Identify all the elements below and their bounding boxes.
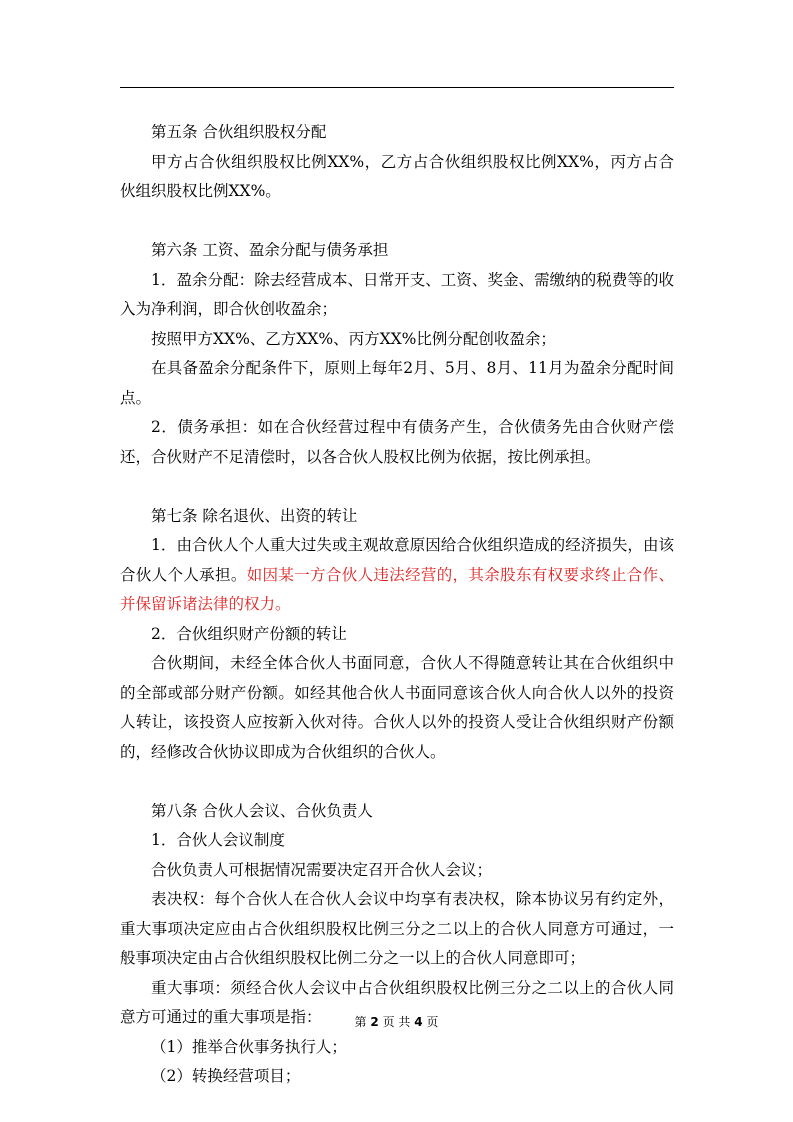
page-footer (0, 1014, 793, 1030)
paragraph-gap (120, 207, 674, 237)
article6-paragraph-1: 1．盈余分配：除去经营成本、日常开支、工资、奖金、需缴纳的税费等的收入为净利润，即合伙创收盈余； (120, 270, 674, 318)
header-rule (120, 87, 674, 88)
article8-paragraph-5: （1）推举合伙事务执行人； (151, 1037, 347, 1056)
footer-current-page: 2 (370, 1015, 379, 1029)
article8-paragraph-6: （2）转换经营项目； (151, 1067, 301, 1085)
article5-heading: 第五条 合伙组织股权分配 (151, 123, 327, 141)
paragraph-gap (120, 767, 674, 797)
article7-paragraph-2: 2．合伙组织财产份额的转让 (151, 624, 347, 643)
article5-paragraph-1: 甲方占合伙组织股权比例XX%，乙方占合伙组织股权比例XX%，丙方占合伙组织股权比例XX%。 (120, 152, 674, 200)
footer-prefix: 第 (354, 1015, 367, 1029)
paragraph-gap (120, 472, 674, 502)
article7-paragraph-1 (120, 531, 674, 620)
article7-highlighted-clause: 如因某一方合伙人违法经营的，其余股东有权要求终止合作、并保留诉诸法律的权力。 (120, 565, 674, 613)
article7-heading: 第七条 除名退伙、出资的转让 (151, 506, 358, 525)
document-body (120, 118, 674, 1092)
article8-heading: 第八条 合伙人会议、合伙负责人 (151, 801, 373, 820)
article8-paragraph-4: 重大事项：须经合伙人会议中占合伙组织股权比例三分之二以上的合伙人同意方可通过的重大事项是指： (120, 978, 674, 1026)
article7-paragraph-3: 合伙期间，未经全体合伙人书面同意，合伙人不得随意转让其在合伙组织中的全部或部分财产份额。如经其他合伙人书面同意该合伙人向合伙人以外的投资人转让，该投资人应按新入伙对待。合伙人以外的投资人受让合伙组织财产份额的，经修改合伙协议即成为合伙组织的合伙人。 (120, 654, 674, 761)
article7-paragraph-1-text: 1．由合伙人个人重大过失或主观故意原因给合伙组织造成的经济损失，由该合伙人个人承担。 (120, 536, 674, 584)
article6-paragraph-3: 在具备盈余分配条件下，原则上每年2月、5月、8月、11月为盈余分配时间点。 (120, 359, 674, 407)
footer-suffix: 页 (426, 1015, 439, 1029)
article6-paragraph-4: 2．债务承担：如在合伙经营过程中有债务产生，合伙债务先由合伙财产偿还，合伙财产不足清偿时，以各合伙人股权比例为依据，按比例承担。 (120, 418, 674, 466)
footer-middle: 页 共 (382, 1015, 411, 1029)
article6-paragraph-2: 按照甲方XX%、乙方XX%、丙方XX%比例分配创收盈余； (151, 329, 556, 348)
footer-total-pages: 4 (414, 1015, 423, 1029)
article8-paragraph-2: 合伙负责人可根据情况需要决定召开合伙人会议； (151, 860, 493, 879)
article8-paragraph-1: 1．合伙人会议制度 (151, 831, 285, 849)
article6-heading: 第六条 工资、盈余分配与债务承担 (151, 241, 389, 259)
article8-paragraph-3: 表决权：每个合伙人在合伙人会议中均享有表决权，除本协议另有约定外，重大事项决定应由占合伙组织股权比例三分之二以上的合伙人同意方可通过，一般事项决定由占合伙组织股权比例二分之一以上的合伙人同意即可； (120, 890, 674, 967)
